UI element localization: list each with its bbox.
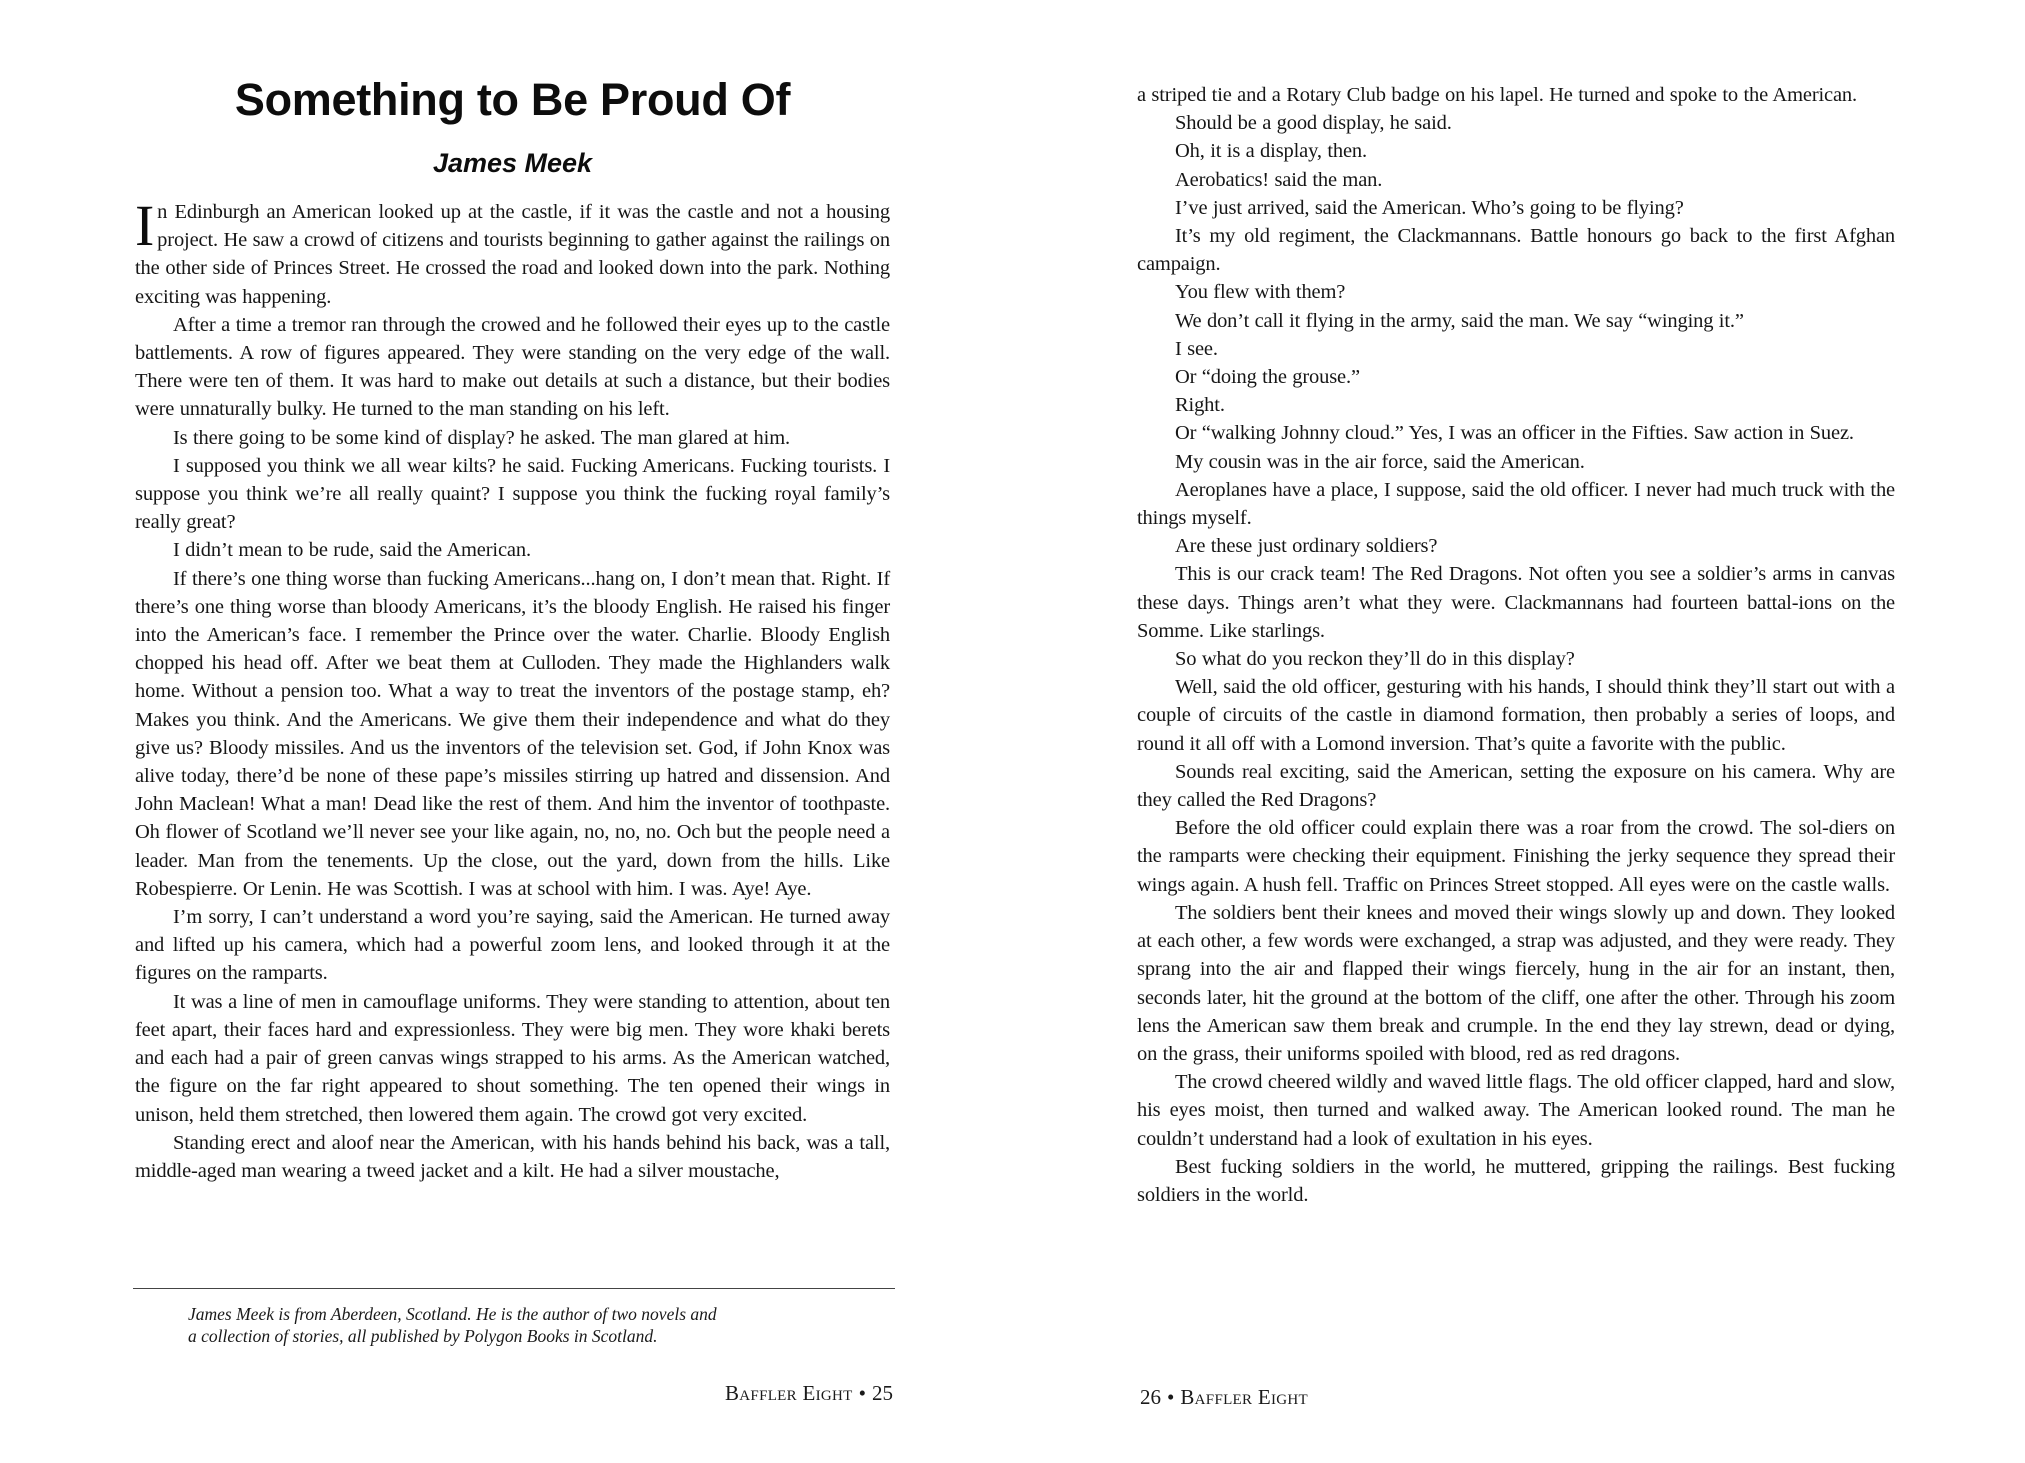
paragraph: I’m sorry, I can’t understand a word you’re saying, said the American. He turned away and lifted up his camera, which had a powerful zoom lens, and looked through it at the figures on the ramparts.: [135, 906, 890, 985]
paragraph: Are these just ordinary soldiers?: [1175, 535, 1438, 558]
footnote-divider: [133, 1288, 895, 1289]
paragraph: In Edinburgh an American looked up at the castle, if it was the castle and not a housing project. He saw a crowd of citizens and tourists beginning to gather against the railings on the other side of Princes Street. He crossed the road and looked down into the park. Nothing exciting was happening.: [135, 193, 890, 308]
paragraph: This is our crack team! The Red Dragons. Not often you see a soldier’s arms in canvas these days. Things aren’t what they were. Clackmannans had fourteen battal-ions on the Somme. Like starlings.: [1137, 563, 1895, 642]
paragraph: Aeroplanes have a place, I suppose, said the old officer. I never had much truck with the things myself.: [1137, 478, 1895, 530]
paragraph: Well, said the old officer, gesturing with his hands, I should think they’ll start out with a couple of circuits of the castle in diamond formation, then probably a series of loops, and round it all off with a Lomond inversion. That’s quite a favorite with the public.: [1137, 676, 1895, 755]
publication-name: Baffler Eight: [724, 1381, 853, 1405]
paragraph: Or “doing the grouse.”: [1175, 366, 1360, 389]
bullet-separator: •: [858, 1381, 866, 1405]
left-page-body: [135, 193, 890, 1185]
paragraph: Should be a good display, he said.: [1175, 112, 1452, 135]
bio-line: a collection of stories, all published by Polygon Books in Scotland.: [188, 1326, 658, 1346]
bullet-separator: •: [1167, 1385, 1175, 1409]
author-byline: James Meek: [432, 148, 593, 178]
bio-line: James Meek is from Aberdeen, Scotland. He is the author of two novels and: [188, 1304, 717, 1324]
paragraph: Standing erect and aloof near the American, with his hands behind his back, was a tall, middle-aged man wearing a tweed jacket and a kilt. He had a silver moustache,: [135, 1131, 890, 1182]
paragraph: a striped tie and a Rotary Club badge on his lapel. He turned and spoke to the American.: [1137, 84, 1858, 106]
page-number: 25: [872, 1381, 893, 1405]
drop-cap: I: [135, 193, 155, 258]
page-footer-right: [1140, 1384, 1308, 1410]
paragraph: I supposed you think we all wear kilts? he said. Fucking Americans. Fucking tourists. I suppose you think we’re all really quaint? I suppose you think the fucking royal family’s really great?: [135, 454, 890, 534]
right-page: [1012, 0, 2025, 1463]
paragraph: Oh, it is a display, then.: [1175, 140, 1367, 163]
paragraph: It was a line of men in camouflage uniforms. They were standing to attention, about ten feet apart, their faces hard and expressionless. They were big men. They wore khaki berets and each had a pair of green canvas wings strapped to his arms. As the American watched, the figure on the far right appeared to shout something. The ten opened their wings in unison, held them stretched, then lowered them again. The crowd got very excited.: [135, 990, 890, 1126]
paragraph: I’ve just arrived, said the American. Who’s going to be flying?: [1175, 196, 1684, 219]
author-bio: [188, 1303, 838, 1347]
story-title: Something to Be Proud Of: [234, 74, 791, 125]
paragraph: If there’s one thing worse than fucking Americans...hang on, I don’t mean that. Right. If there’s one thing worse than bloody Americans, it’s the bloody English. He raised his finger into the American’s face. I remember the Prince over the water. Charlie. Bloody English chopped his head off. After we beat them at Culloden. They made the Highlanders walk home. Without a pension too. What a way to treat the inventors of the postage stamp, eh? Makes you think. And the Americans. We give them their independence and what do they give us? Bloody missiles. And us the inventors of the television set. God, if John Knox was alive today, there’d be none of these pape’s missiles stirring up hatred and dissension. And John Maclean! What a man! Dead like the rest of them. And him the inventor of toothpaste. Oh flower of Scotland we’ll never see your like again, no, no, no. Och but the people need a leader. Man from the tenements. Up the close, out the yard, down from the hills. Like Robespierre. Or Lenin. He was Scottish. I was at school with him. I was. Aye! Aye.: [135, 567, 890, 900]
paragraph: The soldiers bent their knees and moved their wings slowly up and down. They looked at each other, a few words were exchanged, a strap was adjusted, and they were ready. They sprang into the air and flapped their wings fiercely, hung in the air for an instant, then, seconds later, hit the ground at the bottom of the cliff, one after the other. Through his zoom lens the American saw them break and crumple. In the end they lay strewn, dead or dying, on the grass, their uniforms spoiled with blood, red as red dragons.: [1137, 901, 1895, 1065]
paragraph: I see.: [1175, 337, 1218, 360]
paragraph: So what do you reckon they’ll do in this display?: [1175, 648, 1575, 671]
paragraph: The crowd cheered wildly and waved little flags. The old officer clapped, hard and slow, his eyes moist, then turned and walked away. The American looked round. The man he couldn’t understand had a look of exultation in his eyes.: [1137, 1071, 1895, 1150]
paragraph: Or “walking Johnny cloud.” Yes, I was an officer in the Fifties. Saw action in Suez.: [1175, 422, 1854, 445]
paragraph: Sounds real exciting, said the American, setting the exposure on his camera. Why are they called the Red Dragons?: [1137, 760, 1895, 812]
paragraph: Best fucking soldiers in the world, he muttered, gripping the railings. Best fucking soldiers in the world.: [1137, 1155, 1895, 1206]
paragraph: Is there going to be some kind of display? he asked. The man glared at him.: [173, 426, 790, 449]
paragraph: You flew with them?: [1175, 281, 1346, 304]
page-footer-left: [725, 1380, 893, 1406]
right-page-body: [1137, 81, 1895, 1209]
paragraph: Right.: [1175, 394, 1225, 417]
paragraph: Aerobatics! said the man.: [1175, 168, 1383, 191]
page-number: 26: [1140, 1385, 1161, 1409]
paragraph: Before the old officer could explain there was a roar from the crowd. The sol-diers on the ramparts were checking their equipment. Finishing the jerky sequence they spread their wings again. A hush fell. Traffic on Princes Street stopped. All eyes were on the castle walls.: [1137, 817, 1895, 896]
paragraph: I didn’t mean to be rude, said the American.: [173, 539, 531, 562]
paragraph: My cousin was in the air force, said the American.: [1175, 450, 1585, 473]
paragraph: After a time a tremor ran through the crowed and he followed their eyes up to the castle battlements. A row of figures appeared. They were standing on the very edge of the wall. There were ten of them. It was hard to make out details at such a distance, but their bodies were unnaturally bulky. He turned to the man standing on his left.: [135, 313, 890, 421]
publication-name: Baffler Eight: [1180, 1385, 1309, 1409]
paragraph: It’s my old regiment, the Clackmannans. Battle honours go back to the first Afghan campaign.: [1137, 225, 1895, 276]
left-page: [0, 0, 1012, 1463]
paragraph: We don’t call it flying in the army, said the man. We say “winging it.”: [1175, 309, 1744, 332]
